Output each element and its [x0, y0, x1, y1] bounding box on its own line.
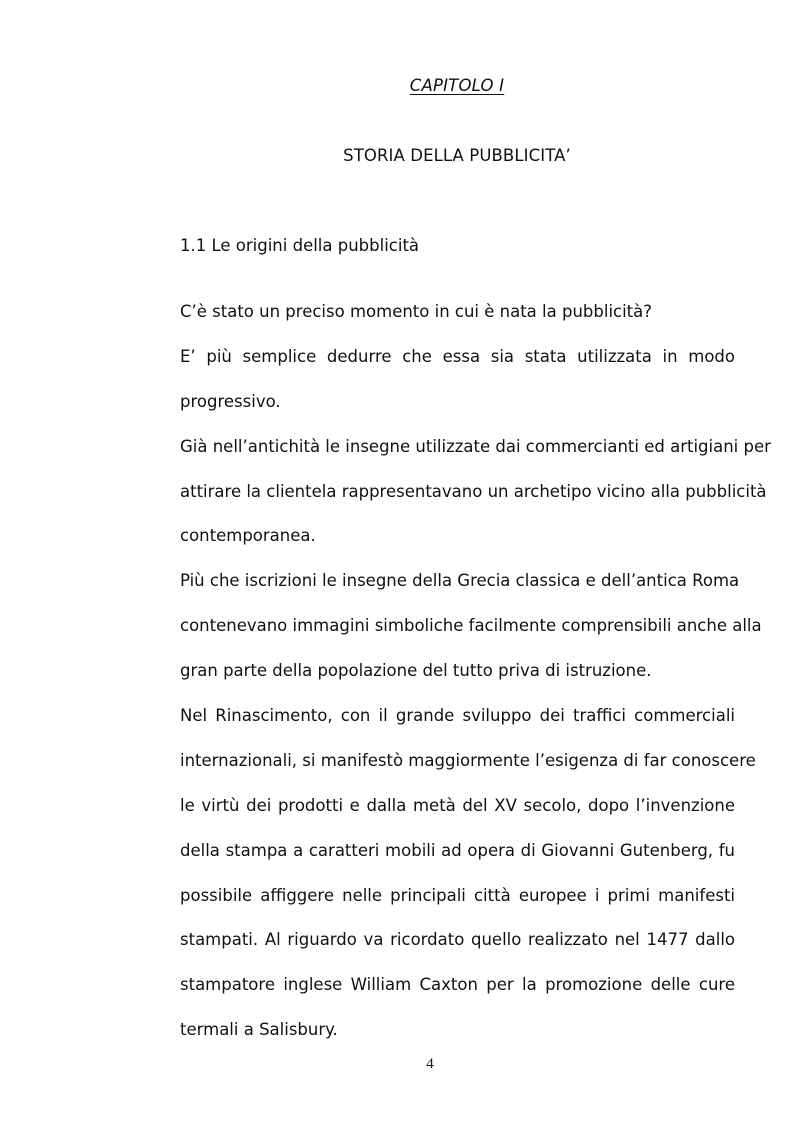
body-line: progressivo. — [180, 391, 281, 411]
chapter-label: CAPITOLO I — [409, 76, 505, 95]
body-line: stampatore inglese William Caxton per la promozione delle cure — [180, 975, 735, 995]
body-line: della stampa a caratteri mobili ad opera di Giovanni Gutenberg, fu — [180, 840, 735, 860]
chapter-title: STORIA DELLA PUBBLICITA’ — [343, 146, 571, 165]
page-number: 4 — [426, 1056, 434, 1072]
body-line: Già nell’antichità le insegne utilizzate dai commercianti ed artigiani per — [180, 436, 771, 456]
body-line: contemporanea. — [180, 526, 316, 546]
body-line: contenevano immagini simboliche facilmente comprensibili anche alla — [180, 616, 762, 636]
body-line: le virtù dei prodotti e dalla metà del XV secolo, dopo l’invenzione — [180, 795, 735, 815]
body-line: stampati. Al riguardo va ricordato quello realizzato nel 1477 dallo — [180, 930, 735, 950]
body-line: gran parte della popolazione del tutto priva di istruzione. — [180, 661, 652, 681]
body-paragraphs — [180, 290, 771, 1053]
body-line: C’è stato un preciso momento in cui è nata la pubblicità? — [180, 302, 653, 321]
body-line: possibile affiggere nelle principali città europee i primi manifesti — [180, 885, 735, 905]
body-line: attirare la clientela rappresentavano un archetipo vicino alla pubblicità — [180, 481, 767, 501]
body-line: termali a Salisbury. — [180, 1020, 338, 1040]
body-line: Nel Rinascimento, con il grande sviluppo dei traffici commerciali — [180, 706, 735, 726]
body-line: E’ più semplice dedurre che essa sia stata utilizzata in modo — [180, 346, 735, 366]
body-line: Più che iscrizioni le insegne della Grecia classica e dell’antica Roma — [180, 571, 740, 591]
body-line: internazionali, si manifestò maggiormente l’esigenza di far conoscere — [180, 750, 756, 770]
section-heading: 1.1 Le origini della pubblicità — [180, 236, 420, 255]
